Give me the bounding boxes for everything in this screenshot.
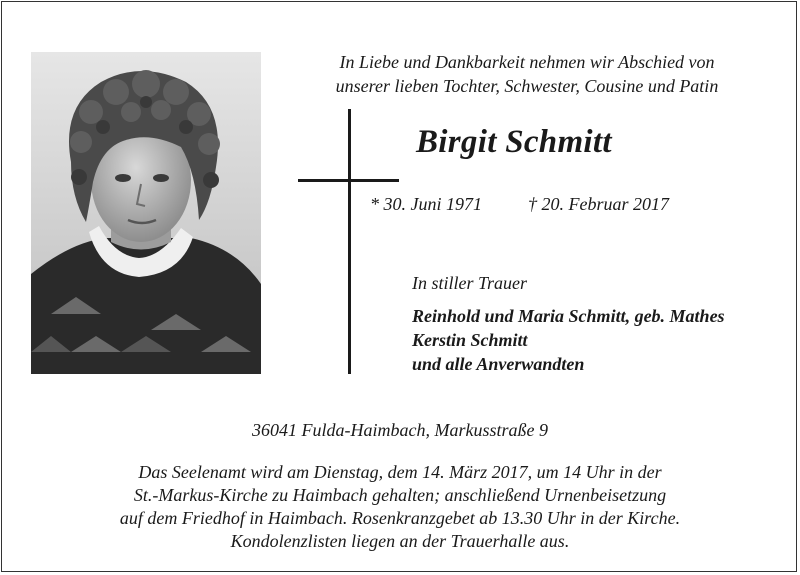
mourners-list [412,304,725,376]
service-line: Kondolenzlisten liegen an der Trauerhalle aus. [230,531,570,551]
portrait-photo [31,52,261,374]
portrait-image [31,52,261,374]
family-address: 36041 Fulda-Haimbach, Markusstraße 9 [252,420,548,440]
mourner-line: Kerstin Schmitt [412,330,528,350]
mourning-label: In stiller Trauer [412,273,528,293]
obituary-card [1,1,797,572]
mourner-line: und alle Anverwandten [412,354,585,374]
service-line: Das Seelenamt wird am Dienstag, dem 14. März 2017, um 14 Uhr in der [138,462,662,482]
cross-vertical-bar [348,109,351,374]
cross-horizontal-bar [298,179,399,182]
intro-text [292,50,762,98]
birth-date: * 30. Juni 1971 [370,194,482,214]
death-date: † 20. Februar 2017 [528,194,669,214]
service-line: auf dem Friedhof in Haimbach. Rosenkranzgebet ab 13.30 Uhr in der Kirche. [119,508,681,528]
mourner-line: Reinhold und Maria Schmitt, geb. Mathes [412,306,725,326]
deceased-name: Birgit Schmitt [416,124,612,160]
service-details [2,461,798,553]
intro-line: unserer lieben Tochter, Schwester, Cousine und Patin [335,76,719,96]
intro-line: In Liebe und Dankbarkeit nehmen wir Abschied von [339,52,715,72]
service-line: St.-Markus-Kirche zu Haimbach gehalten; anschließend Urnenbeisetzung [133,485,667,505]
